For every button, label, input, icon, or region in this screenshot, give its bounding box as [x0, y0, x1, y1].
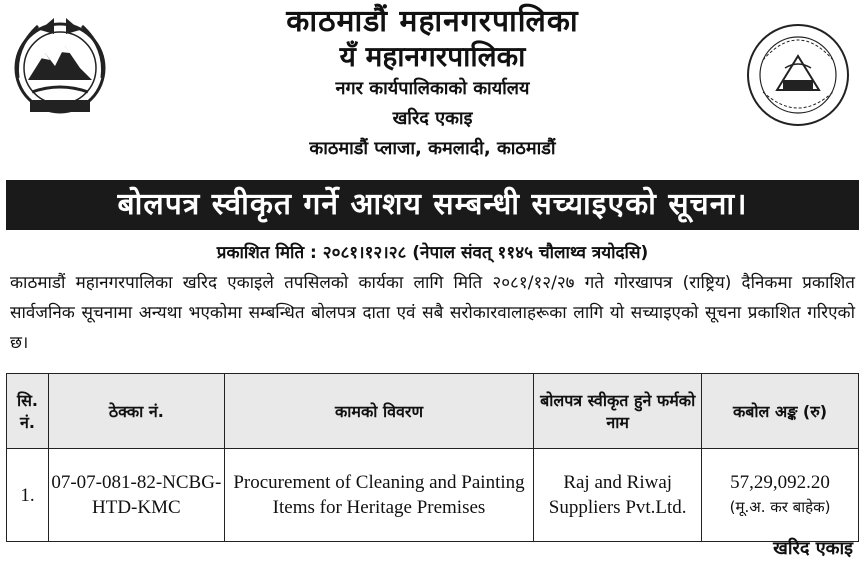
cell-firm: Raj and Riwaj Suppliers Pvt.Ltd.: [534, 449, 702, 542]
column-header-firm: बोलपत्र स्वीकृत हुने फर्मको नाम: [534, 374, 702, 449]
amount-value: 57,29,092.20: [730, 472, 830, 493]
table-row: [7, 449, 859, 542]
office-name: नगर कार्यपालिकाको कार्यालय: [335, 78, 530, 99]
amount-note: (मू.अ. कर बाहेक): [729, 498, 831, 516]
column-header-description: कामको विवरण: [224, 374, 534, 449]
unit-name: खरिद एकाइ: [392, 108, 473, 129]
cell-amount: [702, 449, 859, 542]
organization-title: काठमाडौं महानगरपालिका: [286, 4, 579, 39]
notice-header: [0, 0, 865, 180]
tender-table: [6, 373, 859, 542]
column-header-sn: सि. नं.: [7, 374, 49, 449]
footer-signature-unit: खरिद एकाइ: [773, 538, 853, 559]
organization-newari-title: यँ महानगरपालिका: [339, 40, 526, 73]
notice-banner: बोलपत्र स्वीकृत गर्ने आशय सम्बन्धी सच्याइएको सूचना।: [6, 180, 859, 230]
column-header-amount: कबोल अङ्क (रु): [702, 374, 859, 449]
cell-sn: 1.: [7, 449, 49, 542]
header-text-block: [150, 4, 715, 164]
nepal-emblem-logo: [10, 8, 110, 128]
table-header-row: [7, 374, 859, 449]
column-header-contract-no: ठेक्का नं.: [48, 374, 224, 449]
notice-body-text: काठमाडौं महानगरपालिका खरिद एकाइले तपसिलको कार्यका लागि मिति २०८१/१२/२७ गते गोरखापत्र (राष्ट्रिय) दैनिकमा प्रकाशित सार्वजनिक सूचनामा अन्यथा भएकोमा सम्बन्धित बोलपत्र दाता एवं सबै सरोकारवालाहरूका लागि यो सच्याइएको सूचना प्रकाशित गरिएको छ।: [10, 273, 855, 353]
address: काठमाडौं प्लाजा, कमलादी, काठमाडौं: [309, 138, 556, 159]
kmc-seal-logo: [743, 20, 853, 130]
cell-contract-no: 07-07-081-82-NCBG-HTD-KMC: [48, 449, 224, 542]
cell-description: Procurement of Cleaning and Painting Items for Heritage Premises: [224, 449, 534, 542]
publication-date: प्रकाशित मिति : २०८१।१२।२८ (नेपाल संवत् ११४५ चौलाथ्व त्रयोदसि): [216, 243, 649, 263]
